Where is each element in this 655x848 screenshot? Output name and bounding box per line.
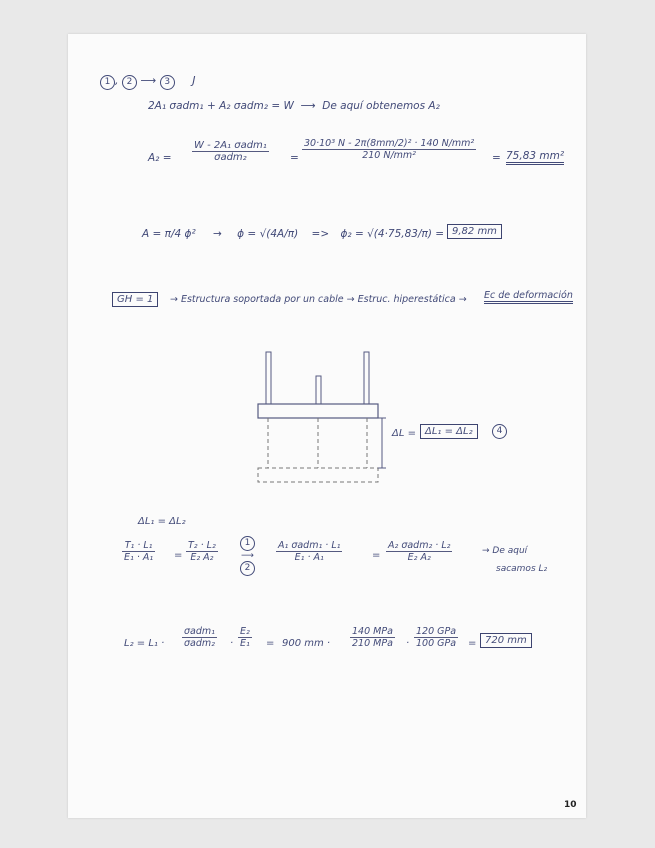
diameter-formula: ϕ = √(4A/π) (237, 228, 299, 240)
arrow-icon: ⟶ (241, 551, 254, 561)
step-1-marker: 1 (100, 75, 115, 90)
equals-sign: = (492, 152, 501, 164)
a2-label: A₂ = (148, 152, 172, 164)
solve-l2-comment: → De aquí sacamos L₂ (482, 546, 548, 574)
substituted-elongation-2: A₂ σadm₂ · L₂ E₂ A₂ (388, 540, 451, 563)
substitution-refs: 1 ⟶ 2 (240, 536, 255, 576)
cable-structure-diagram (250, 350, 400, 490)
step-header: 1 , 2 ⟶ 3 J (100, 74, 196, 90)
delta-l-label: ΔL = (392, 428, 416, 439)
implies-arrow: => (311, 228, 330, 240)
equation-number-4: 4 (492, 424, 507, 439)
left-cable (266, 352, 271, 404)
step-2-marker: 2 (122, 75, 137, 90)
arrow-icon: ⟶ (140, 74, 157, 87)
force-equilibrium-equation (148, 100, 440, 112)
bracket-mark: J (192, 74, 196, 87)
a2-result: 75,83 mm² (506, 150, 564, 165)
cable-1-elongation: $\frac{\text{T₁ · L₁}}{\text{E₁ · A₁}}$ (124, 540, 154, 563)
substituted-elongation-1: A₁ σadm₁ · L₁ E₁ · A₁ (278, 540, 341, 563)
equals-sign: = (174, 550, 183, 561)
stress-ratio: σadm₁ σadm₂ (184, 626, 215, 649)
stress-values-fraction: 140 MPa 210 MPa (352, 626, 393, 649)
equilibrium-comment: De aquí obtenemos A₂ (322, 100, 440, 112)
diameter-2-result-box: 9,82 mm (447, 224, 502, 239)
a2-numeric-denominator: 210 N/mm² (362, 150, 416, 161)
arrow-icon: ⟶ (297, 100, 319, 112)
arrow-icon: → (213, 228, 222, 240)
equals-sign: = (468, 638, 477, 649)
modulus-values-fraction: 120 GPa 100 GPa (416, 626, 457, 649)
modulus-ratio: $\frac{\text{E₂}}{\text{E₁}}$ (240, 626, 250, 649)
a2-numeric-numerator: 30·10³ N - 2π(8mm/2)² · 140 N/mm² (304, 138, 475, 149)
step-3-marker: 3 (160, 75, 175, 90)
gh-description: → Estructura soportada por un cable → Estruc. hiperestática → (170, 294, 467, 305)
l2-label: L₂ = L₁ · (124, 638, 165, 649)
diameter-2-computation: ϕ₂ = √(4·75,83/π) = (340, 228, 445, 240)
gh-box: GH = 1 (112, 292, 158, 307)
multiply-dot: · (406, 638, 410, 649)
deformed-bar (258, 468, 378, 482)
equals-sign: = (290, 152, 299, 164)
a2-symbolic-denominator: σadm₂ (214, 152, 247, 163)
area-formula (142, 228, 444, 240)
delta-equality-statement: ΔL₁ = ΔL₂ (138, 516, 186, 527)
equals-sign: = (372, 550, 381, 561)
page-number: 10 (564, 800, 577, 810)
delta-equality-box: ΔL₁ = ΔL₂ (420, 424, 478, 439)
rigid-bar (258, 404, 378, 418)
center-cable (316, 376, 321, 404)
multiply-dot: · (230, 638, 234, 649)
a2-symbolic-fraction (192, 140, 269, 163)
cable-2-elongation: $\frac{\text{T₂ · L₂}}{\text{E₂ A₂}}$ (188, 540, 216, 563)
area-definition: A = π/4 ϕ² (142, 228, 196, 240)
l1-value: 900 mm · (282, 638, 331, 649)
bleed-through-text (300, 88, 303, 98)
a2-symbolic-numerator: W - 2A₁ σadm₁ (194, 140, 267, 151)
a2-numeric-fraction (302, 138, 476, 161)
right-cable (364, 352, 369, 404)
equals-sign: = (266, 638, 275, 649)
l2-result-box: 720 mm (480, 633, 532, 648)
equilibrium-lhs: 2A₁ σadm₁ + A₂ σadm₂ = W (148, 100, 294, 112)
deformation-equation-label: Ec de deformación (484, 290, 573, 304)
